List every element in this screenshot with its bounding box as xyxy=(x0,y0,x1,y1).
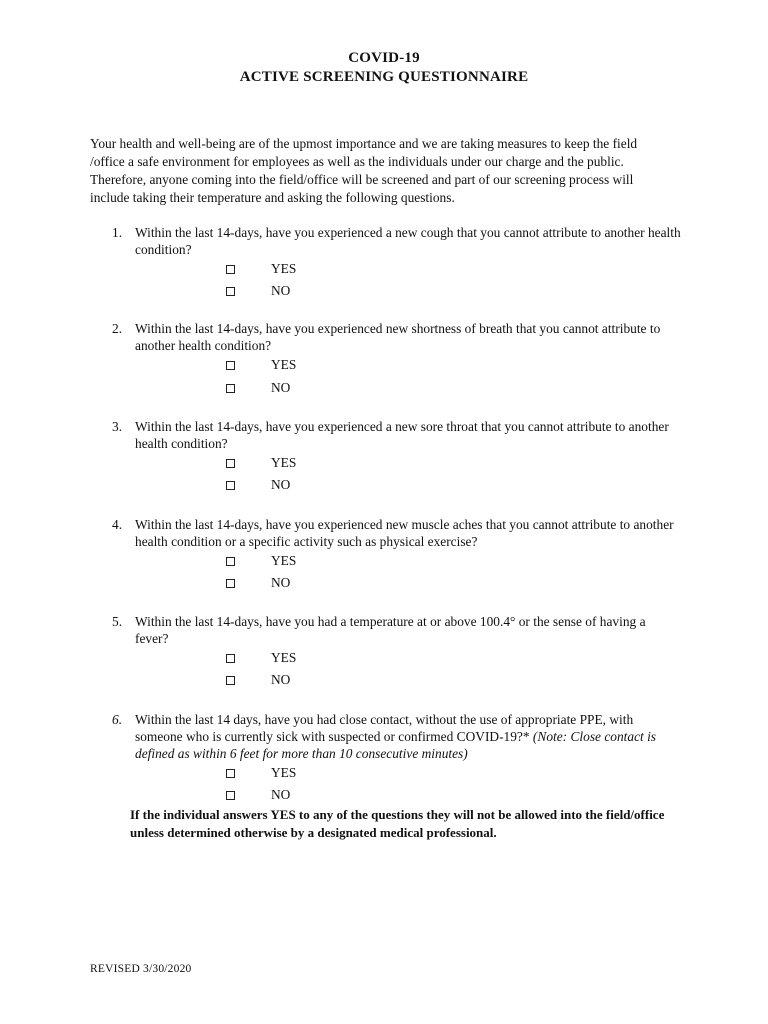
question-2 xyxy=(112,320,682,354)
intro-paragraph: Your health and well-being are of the upmost importance and we are taking measures to keep the field /office a safe environment for employees as well as the individuals under our charge and the public. Therefore, anyone coming into the field/office will be screened and part of our screening process will include taking their temperature and asking the following questions. xyxy=(90,136,638,205)
checkbox-icon[interactable] xyxy=(226,791,235,800)
question-number: 2. xyxy=(112,321,123,336)
checkbox-icon[interactable] xyxy=(226,459,235,468)
question-5-yes-option[interactable] xyxy=(226,649,297,667)
checkbox-icon[interactable] xyxy=(226,557,235,566)
option-label: YES xyxy=(271,357,297,372)
question-1 xyxy=(112,224,682,258)
question-1-yes-option[interactable] xyxy=(226,260,297,278)
question-3-no-option[interactable] xyxy=(226,476,291,494)
question-2-yes-option[interactable] xyxy=(226,356,297,374)
question-number: 3. xyxy=(112,419,123,434)
question-5 xyxy=(112,613,682,647)
checkbox-icon[interactable] xyxy=(226,361,235,370)
question-4-no-option[interactable] xyxy=(226,574,291,592)
question-number: 1. xyxy=(112,225,123,240)
option-label: YES xyxy=(271,455,297,470)
option-label: YES xyxy=(271,650,297,665)
question-5-no-option[interactable] xyxy=(226,671,291,689)
question-1-no-option[interactable] xyxy=(226,282,291,300)
option-label: YES xyxy=(271,261,297,276)
option-label: NO xyxy=(271,477,291,492)
option-label: NO xyxy=(271,575,291,590)
option-label: NO xyxy=(271,672,291,687)
question-number: 6. xyxy=(112,712,123,727)
question-6 xyxy=(112,711,682,762)
question-6-no-option[interactable] xyxy=(226,786,291,804)
option-label: NO xyxy=(271,787,291,802)
question-number: 5. xyxy=(112,614,123,629)
revision-date: REVISED 3/30/2020 xyxy=(90,963,192,975)
question-6-yes-option[interactable] xyxy=(226,764,297,782)
checkbox-icon[interactable] xyxy=(226,676,235,685)
warning-statement: If the individual answers YES to any of the questions they will not be allowed into the field/office unless determined otherwise by a designated medical professional. xyxy=(130,807,665,840)
checkbox-icon[interactable] xyxy=(226,384,235,393)
question-number: 4. xyxy=(112,517,123,532)
question-text: Within the last 14-days, have you experienced a new cough that you cannot attribute to another health condition? xyxy=(135,225,681,257)
question-text: Within the last 14-days, have you experienced new shortness of breath that you cannot attribute to another health condition? xyxy=(135,321,661,353)
page-title: COVID-19 xyxy=(348,50,420,66)
option-label: NO xyxy=(271,380,291,395)
question-text: Within the last 14-days, have you experienced a new sore throat that you cannot attribute to another health condition? xyxy=(135,419,669,451)
checkbox-icon[interactable] xyxy=(226,481,235,490)
question-body: Within the last 14 days, have you had close contact, without the use of appropriate PPE, with someone who is currently sick with suspected or confirmed COVID-19?* xyxy=(135,712,634,744)
checkbox-icon[interactable] xyxy=(226,287,235,296)
question-3-yes-option[interactable] xyxy=(226,454,297,472)
option-label: YES xyxy=(271,553,297,568)
question-4-yes-option[interactable] xyxy=(226,552,297,570)
checkbox-icon[interactable] xyxy=(226,265,235,274)
checkbox-icon[interactable] xyxy=(226,769,235,778)
question-note: (Note: Close contact is defined as within 6 feet for more than 10 consecutive minutes) xyxy=(135,729,657,761)
question-4 xyxy=(112,516,682,550)
checkbox-icon[interactable] xyxy=(226,654,235,663)
question-3 xyxy=(112,418,682,452)
question-text: Within the last 14-days, have you had a temperature at or above 100.4° or the sense of having a fever? xyxy=(135,614,646,646)
page-subtitle: ACTIVE SCREENING QUESTIONNAIRE xyxy=(239,69,529,85)
option-label: YES xyxy=(271,765,297,780)
question-text xyxy=(135,711,682,762)
checkbox-icon[interactable] xyxy=(226,579,235,588)
question-2-no-option[interactable] xyxy=(226,379,291,397)
option-label: NO xyxy=(271,283,291,298)
question-text: Within the last 14-days, have you experienced new muscle aches that you cannot attribute to another health condition or a specific activity such as physical exercise? xyxy=(135,517,674,549)
